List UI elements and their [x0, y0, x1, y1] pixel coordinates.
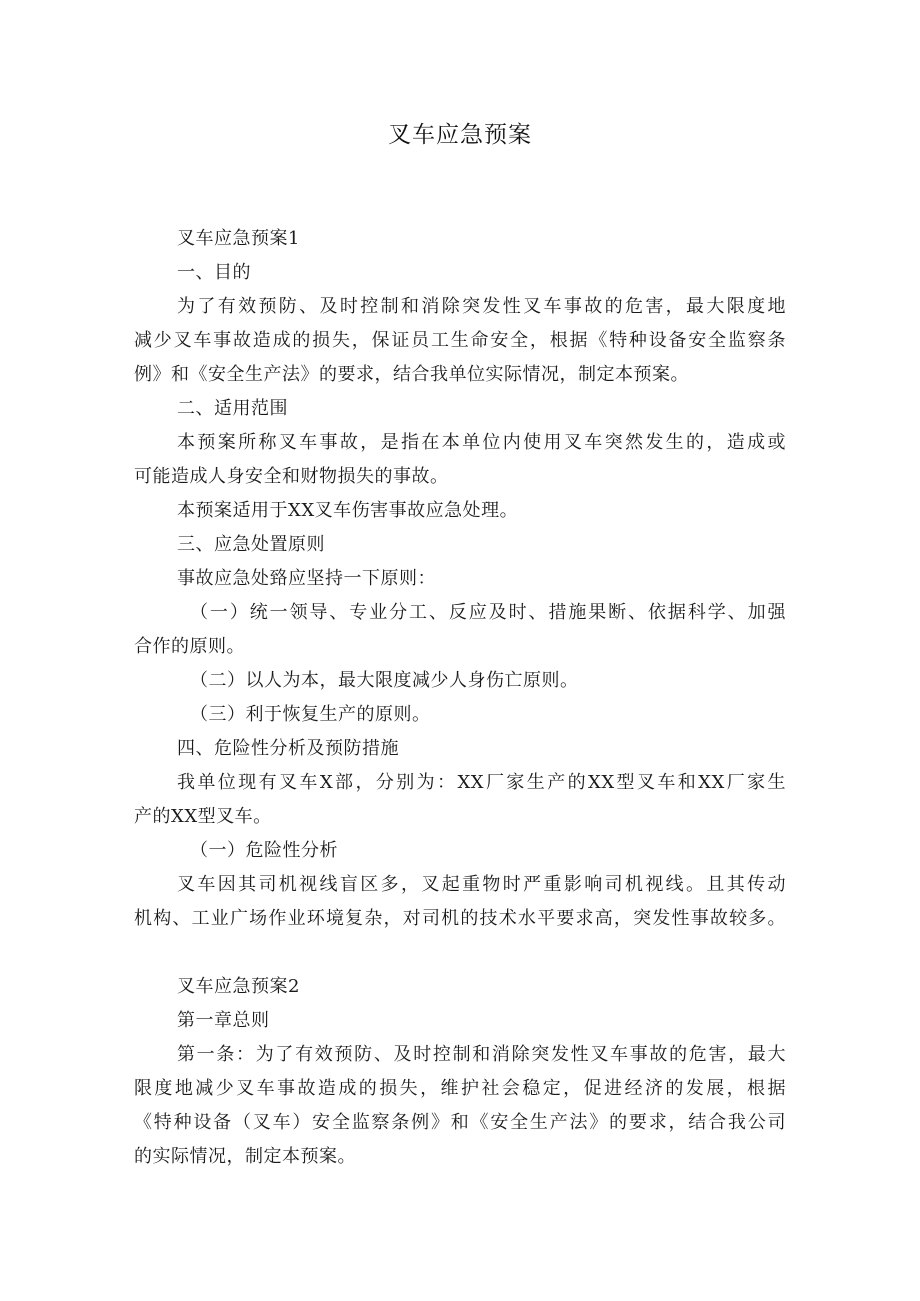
- risk-line-1: 我单位现有叉车X部，分别为：XX厂家生产的XX型叉车和XX厂家生: [177, 772, 786, 793]
- scope-line-1: 本预案所称叉车事故，是指在本单位内使用叉车突然发生的，造成或: [177, 432, 786, 453]
- principle-line-2: 合作的原则。: [134, 636, 245, 657]
- scope-line-3: 本预案适用于XX叉车伤害事故应急处理。: [177, 500, 519, 521]
- purpose-line-3: 例》和《安全生产法》的要求，结合我单位实际情况，制定本预案。: [134, 364, 689, 385]
- document-title: 叉车应急预案: [388, 122, 532, 148]
- principle-line-3: （二）以人为本，最大限度减少人身伤亡原则。: [190, 670, 579, 691]
- principle-intro: 事故应急处臵应坚持一下原则：: [177, 568, 436, 589]
- principle-line-1: （一）统一领导、专业分工、反应及时、措施果断、依据科学、加强: [190, 602, 786, 623]
- risk-line-5: 机构、工业广场作业环境复杂，对司机的技术水平要求高，突发性事故较多。: [134, 908, 786, 929]
- section2-heading: 叉车应急预案2: [177, 976, 300, 997]
- risk-line-3: （一）危险性分析: [190, 840, 338, 861]
- article-line-1: 第一条：为了有效预防、及时控制和消除突发性叉车事故的危害，最大: [177, 1044, 786, 1065]
- article-line-4: 的实际情况，制定本预案。: [134, 1146, 356, 1167]
- scope-line-2: 可能造成人身安全和财物损失的事故。: [134, 466, 449, 487]
- article-line-3: 《特种设备（叉车）安全监察条例》和《安全生产法》的要求，结合我公司: [134, 1112, 786, 1133]
- section1-heading: 叉车应急预案1: [177, 228, 300, 249]
- scope-heading: 二、适用范围: [177, 398, 288, 419]
- purpose-heading: 一、目的: [177, 262, 251, 283]
- article-line-2: 限度地减少叉车事故造成的损失，维护社会稳定，促进经济的发展，根据: [134, 1078, 786, 1099]
- risk-line-2: 产的XX型叉车。: [134, 806, 272, 827]
- principle-line-4: （三）利于恢复生产的原则。: [190, 704, 431, 725]
- purpose-line-2: 减少叉车事故造成的损失，保证员工生命安全，根据《特种设备安全监察条: [134, 330, 786, 351]
- chapter-heading: 第一章总则: [177, 1010, 270, 1031]
- risk-heading: 四、危险性分析及预防措施: [177, 738, 399, 759]
- principle-heading: 三、应急处置原则: [177, 534, 325, 555]
- risk-line-4: 叉车因其司机视线盲区多，叉起重物时严重影响司机视线。且其传动: [177, 874, 786, 895]
- purpose-line-1: 为了有效预防、及时控制和消除突发性叉车事故的危害，最大限度地: [177, 296, 786, 317]
